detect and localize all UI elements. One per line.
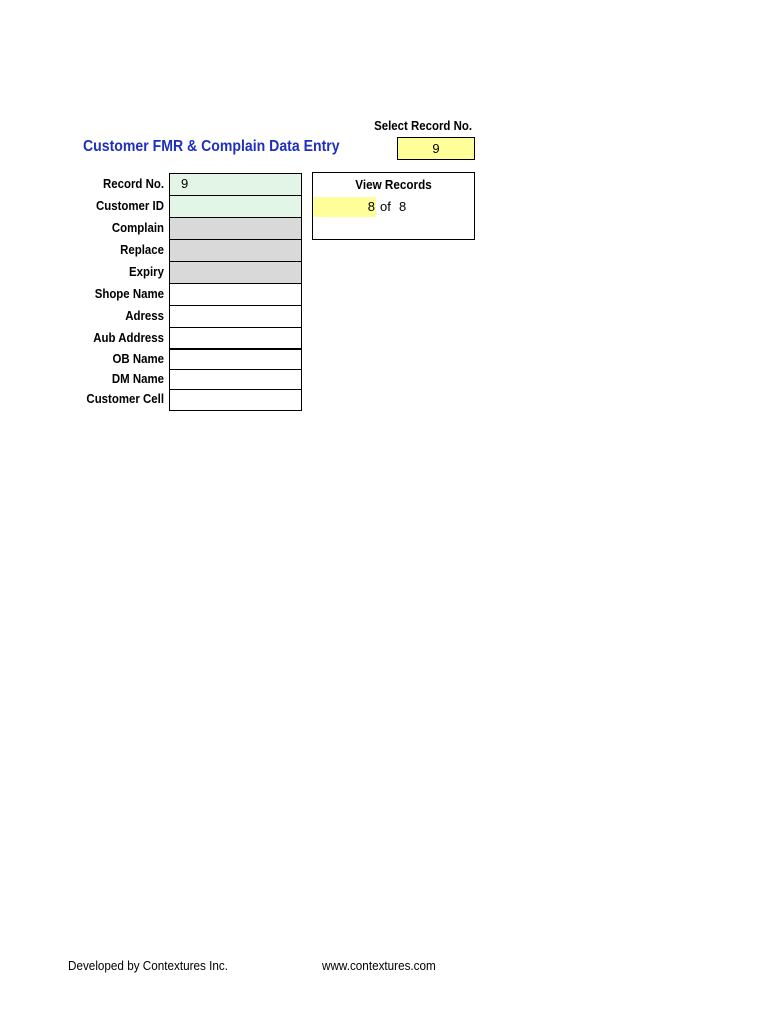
select-record-label: Select Record No. [374,118,472,133]
replace-field[interactable] [170,240,301,262]
label-expiry: Expiry [129,264,164,279]
complain-field[interactable] [170,218,301,240]
view-records-title: View Records [355,177,432,192]
label-record-no: Record No. [102,176,164,191]
record-no-field[interactable]: 9 [170,174,301,196]
field-labels [40,173,164,409]
label-aub-address: Aub Address [93,330,164,345]
label-shope-name: Shope Name [94,286,164,301]
view-records-of-label: of [380,199,391,214]
label-customer-cell: Customer Cell [86,391,164,406]
label-ob-name: OB Name [112,351,164,366]
label-adress: Adress [125,308,164,323]
shope-name-field[interactable] [170,284,301,306]
view-records-total: 8 [399,199,407,214]
adress-field[interactable] [170,306,301,328]
aub-address-field[interactable] [170,328,301,350]
footer-website: www.contextures.com [322,958,436,973]
ob-name-field[interactable] [170,350,301,370]
expiry-field[interactable] [170,262,301,284]
label-dm-name: DM Name [111,371,164,386]
select-record-input[interactable]: 9 [397,137,475,160]
customer-cell-field[interactable] [170,390,301,410]
data-entry-fields [169,173,302,411]
label-customer-id: Customer ID [95,198,164,213]
dm-name-field[interactable] [170,370,301,390]
view-records-current[interactable]: 8 [313,197,376,217]
view-records-panel [312,172,475,240]
customer-id-field[interactable] [170,196,301,218]
form-title: Customer FMR & Complain Data Entry [83,138,340,155]
label-replace: Replace [120,242,164,257]
label-complain: Complain [111,220,164,235]
footer-developer: Developed by Contextures Inc. [68,958,229,973]
